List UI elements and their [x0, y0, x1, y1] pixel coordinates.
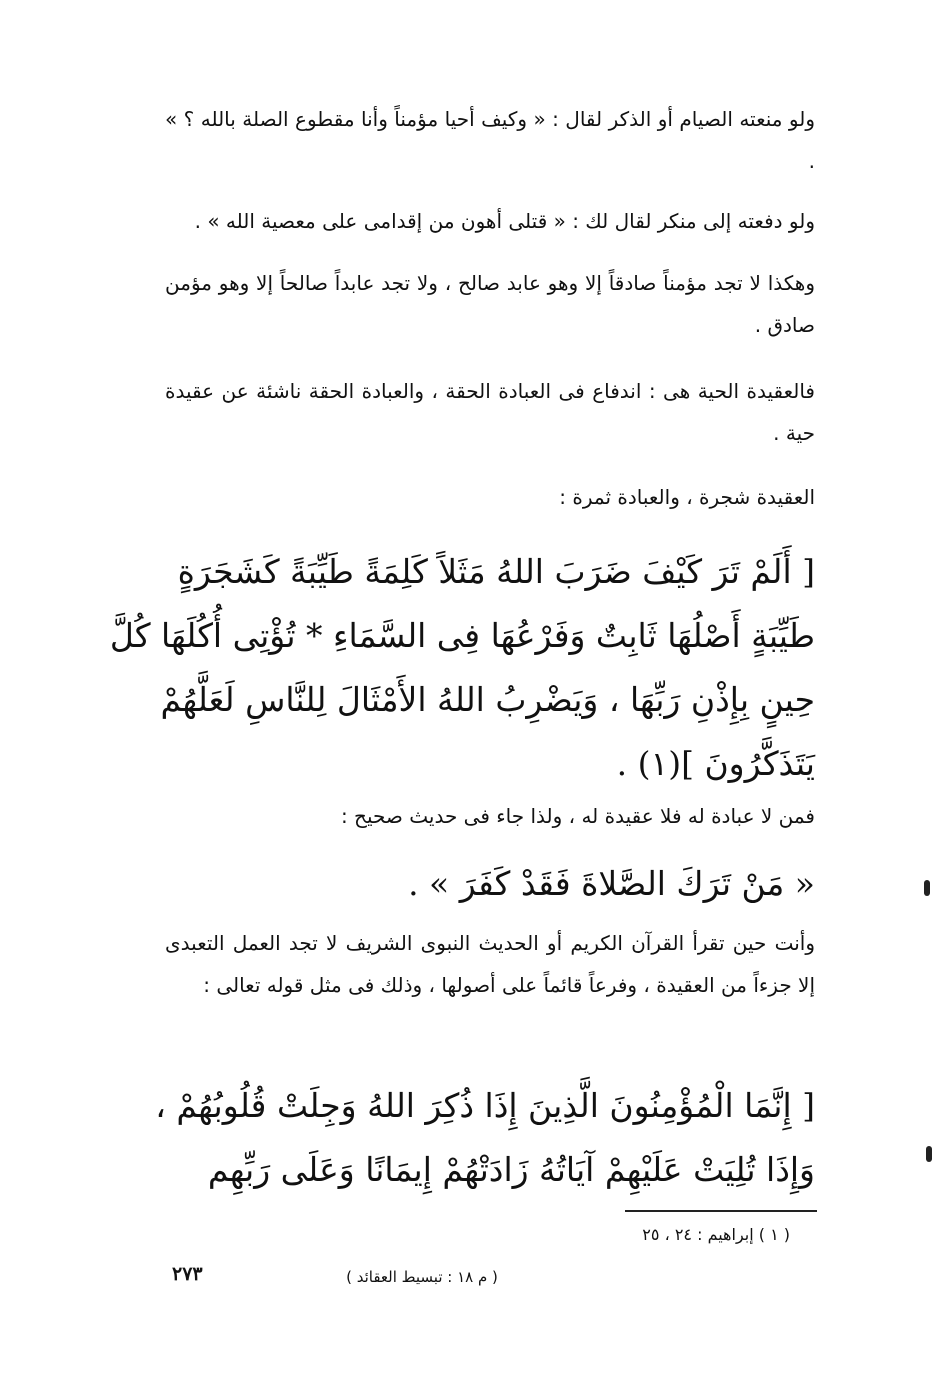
- verse-1-line-2: طَيِّبَةٍ أَصْلُهَا ثَابِتٌ وَفَرْعُهَا فِى السَّمَاءِ * تُؤْتِى أُكُلَهَا كُلَّ: [109, 616, 815, 655]
- footnote: ( ١ ) إبراهيم : ٢٤ ، ٢٥: [642, 1225, 790, 1244]
- verse-1-line-4: يَتَذَكَّرُونَ ](١) .: [616, 744, 815, 783]
- verse-2-line-1: [ إِنَّمَا الْمُؤْمِنُونَ الَّذِينَ إِذَا ذُكِرَ اللهُ وَجِلَتْ قُلُوبُهُمْ ،: [155, 1086, 815, 1125]
- paragraph-6: فمن لا عبادة له فلا عقيدة له ، ولذا جاء فى حديث صحيح :: [340, 804, 815, 828]
- page-number: ٢٧٣: [172, 1263, 203, 1285]
- scan-edge-mark: [924, 880, 930, 896]
- hadith-quote: [165, 852, 815, 916]
- paragraph-3: وهكذا لا تجد مؤمناً صادقاً إلا وهو عابد صالح ، ولا تجد عابداً صالحاً إلا وهو مؤمن صادق .: [165, 271, 815, 337]
- scan-edge-mark: [926, 1146, 932, 1162]
- verse-1-line-3: حِينٍ بِإِذْنِ رَبِّهَا ، وَيَضْرِبُ اللهُ الأَمْثَالَ لِلنَّاسِ لَعَلَّهُمْ: [160, 680, 815, 719]
- hadith-line: « مَنْ تَرَكَ الصَّلاةَ فَقَدْ كَفَرَ » .: [408, 864, 815, 903]
- quran-verse-2: [155, 1074, 815, 1202]
- verse-2-line-2: وَإِذَا تُلِيَتْ عَلَيْهِمْ آيَاتُهُ زَادَتْهُمْ إِيمَانًا وَعَلَى رَبِّهِم: [207, 1150, 815, 1189]
- footnote-divider: [625, 1210, 817, 1212]
- quran-verse-1: [109, 540, 815, 796]
- paragraph-7: وأنت حين تقرأ القرآن الكريم أو الحديث النبوى الشريف لا تجد العمل التعبدى إلا جزءاً من العقيدة ، وفرعاً قائماً على أصولها ، وذلك فى مثل قوله تعالى :: [165, 931, 815, 997]
- verse-1-line-1: [ أَلَمْ تَرَ كَيْفَ ضَرَبَ اللهُ مَثَلاً كَلِمَةً طَيِّبَةً كَشَجَرَةٍ: [177, 552, 815, 591]
- paragraph-4: فالعقيدة الحية هى : اندفاع فى العبادة الحقة ، والعبادة الحقة ناشئة عن عقيدة حية .: [165, 379, 815, 445]
- paragraph-2: ولو دفعته إلى منكر لقال لك : « قتلى أهون من إقدامى على معصية الله » .: [194, 209, 815, 233]
- paragraph-1: ولو منعته الصيام أو الذكر لقال : « وكيف أحيا مؤمناً وأنا مقطوع الصلة بالله ؟ » .: [165, 107, 815, 173]
- paragraph-5: العقيدة شجرة ، والعبادة ثمرة :: [559, 485, 815, 509]
- running-footer-title: ( م ١٨ : تبسيط العقائد ): [346, 1268, 498, 1286]
